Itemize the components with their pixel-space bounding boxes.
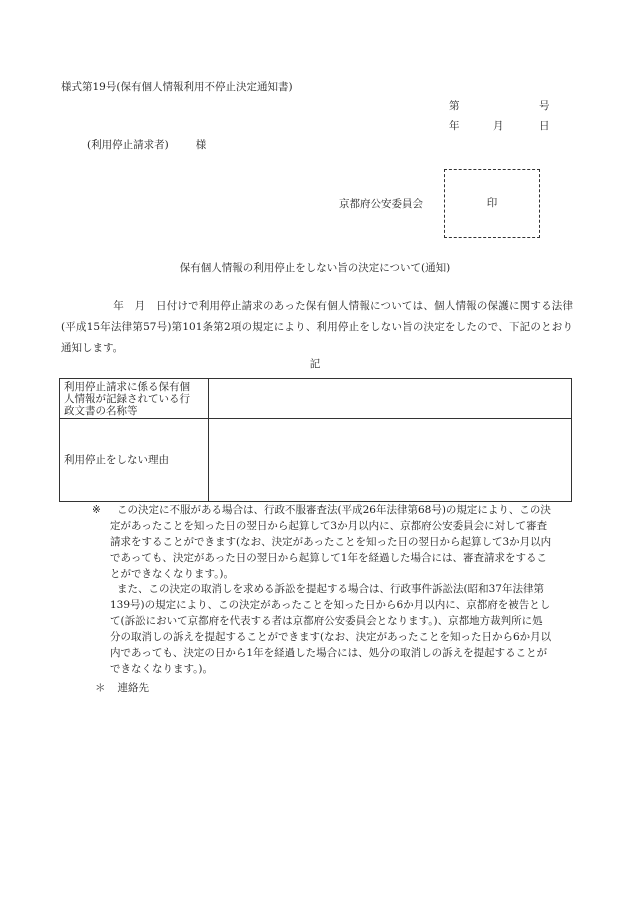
note-line: 内であっても、決定の日から1年を経過した場合には、処分の取消しの訴えを提起することが (110, 647, 548, 659)
row1-label-line: 利用停止請求に係る保有個 (64, 380, 190, 393)
appeal-note (92, 502, 572, 582)
seal-box (444, 169, 540, 238)
note-line: であっても、決定があった日の翌日から起算して1年を経過した場合には、審査請求をするこ (110, 552, 547, 564)
note-line: この決定に不服がある場合は、行政不服審査法(平成26年法律第68号)の規定により、この決 (117, 504, 551, 516)
note-mark: ※ (92, 504, 101, 516)
seal-label: 印 (486, 197, 498, 210)
note-line: できなくなります。)。 (110, 663, 214, 675)
contact-label: 連絡先 (117, 682, 149, 694)
date-year: 年 (449, 120, 460, 132)
ki-heading: 記 (309, 358, 321, 370)
contact (95, 683, 149, 694)
info-table (59, 378, 572, 502)
addressee (87, 140, 206, 151)
lawsuit-note (92, 581, 572, 677)
row2-value (209, 419, 572, 502)
row1-label-line: 政文書の名称等 (64, 404, 138, 417)
form-title: 様式第19号(保有個人情報利用不停止決定通知書) (61, 81, 293, 93)
note-line: とができなくなります。)。 (110, 568, 235, 580)
addressee-honorific: 様 (195, 139, 207, 151)
body-text: 年 月 日付けで利用停止請求のあった保有個人情報については、個人情報の保護に関する法律(平成15年法律第57号)第101条第2項の規定により、利用停止をしない旨の決定をしたので、下記のとおり通知します。 (61, 300, 573, 354)
note-line: 139号)の規定により、この決定があったことを知った日から6か月以内に、京都府を被告とし (110, 599, 551, 611)
date-month: 月 (493, 120, 504, 132)
issuer-name: 京都府公安委員会 (339, 198, 423, 210)
row1-label (60, 379, 209, 419)
note-line: 定があったことを知った日の翌日から起算して3か月以内に、京都府公安委員会に対して審査 (110, 520, 548, 532)
addressee-label: (利用停止請求者) (87, 139, 169, 151)
row1-value (209, 379, 572, 419)
note-line: また、この決定の取消しを求める訴訟を提起する場合は、行政事件訴訟法(昭和37年法律第 (117, 583, 544, 595)
table-row (60, 379, 572, 419)
note-line: 分の取消しの訴えを提起することができます(なお、決定があったことを知った日から6か月以 (110, 631, 552, 643)
row2-label: 利用停止をしない理由 (60, 419, 209, 502)
table-row (60, 419, 572, 502)
row1-label-line: 人情報が記録されている行 (64, 392, 190, 405)
date-day: 日 (539, 120, 550, 132)
number-suffix: 号 (539, 100, 550, 112)
note-line: 請求をすることができます(なお、決定があったことを知った日の翌日から起算して3か月以内 (110, 536, 552, 548)
document-title: 保有個人情報の利用停止をしない旨の決定について(通知) (179, 262, 451, 274)
number-label: 第 (449, 100, 460, 112)
body-paragraph (61, 296, 573, 359)
contact-mark: ＊ (95, 682, 106, 694)
note-line: て(訴訟において京都府を代表する者は京都府公安委員会となります。)、京都地方裁判所に処 (110, 615, 543, 627)
